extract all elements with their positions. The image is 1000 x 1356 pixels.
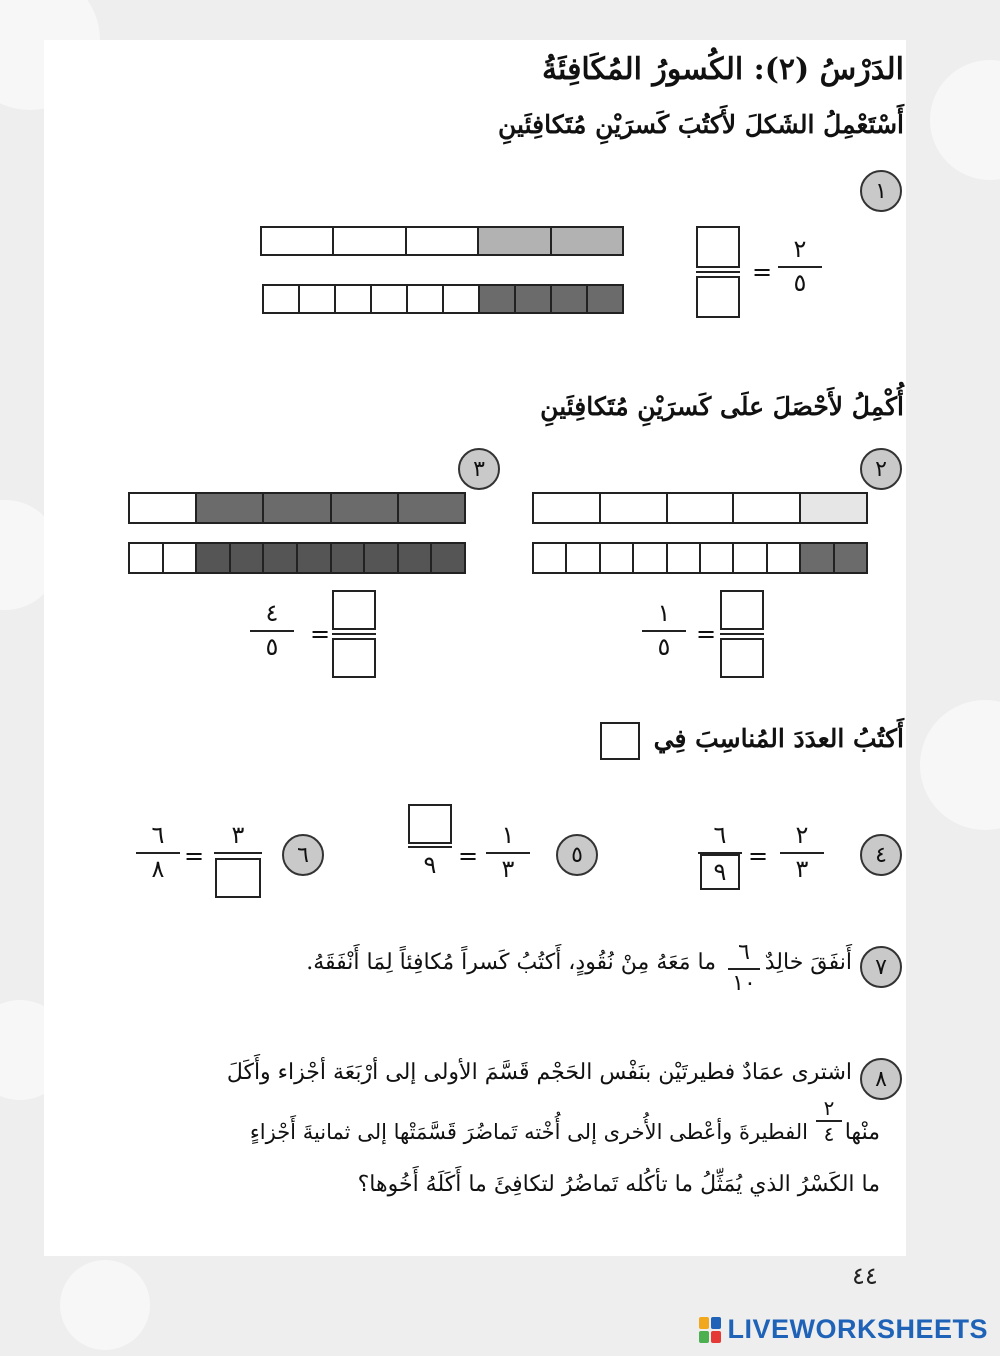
fraction-q7 bbox=[728, 940, 760, 998]
fraction-q3-answer bbox=[332, 590, 376, 678]
fraction-denominator: ٨ bbox=[151, 855, 165, 883]
fraction-numerator: ٦ bbox=[151, 821, 165, 849]
question-badge-3: ٣ bbox=[458, 448, 500, 490]
fraction-denominator: ٥ bbox=[657, 633, 671, 661]
fraction-bar-q2-top bbox=[532, 492, 868, 524]
q8-line-3: ما الكَسْرُ الذي يُمَثِّلُ ما تأكُله تَماضُرُ لتكافِئَ ما أَكَلَهُ أَخُوها؟ bbox=[357, 1172, 880, 1197]
section3-heading: أَكتُبُ العدَدَ المُناسِبَ فِي bbox=[653, 724, 904, 753]
fraction-q5-answer bbox=[408, 804, 452, 882]
section2-heading: أُكْمِلُ لأَحْصَلَ علَى كَسرَيْنِ مُتَكافِئَينِ bbox=[540, 392, 904, 421]
answer-box-numerator[interactable] bbox=[408, 804, 452, 844]
equals-sign: = bbox=[184, 842, 205, 870]
page-number: ٤٤ bbox=[852, 1262, 878, 1290]
question-badge-4: ٤ bbox=[860, 834, 902, 876]
question-badge-2: ٢ bbox=[860, 448, 902, 490]
answer-box-denominator[interactable] bbox=[720, 638, 764, 678]
equals-sign: = bbox=[696, 620, 717, 648]
fraction-q4-given bbox=[780, 820, 824, 886]
fraction-q6-answer bbox=[136, 820, 180, 886]
question-badge-7: ٧ bbox=[860, 946, 902, 988]
fraction-denominator: ١٠ bbox=[732, 971, 756, 996]
equals-sign: = bbox=[748, 842, 769, 870]
answer-box-denominator[interactable] bbox=[332, 638, 376, 678]
liveworksheets-icon bbox=[699, 1317, 721, 1343]
fraction-numerator: ٢ bbox=[823, 1096, 835, 1120]
q8-line-1: اشترى عمَادٌ فطيرتَيْن بنَفْس الحَجْم قَسَّمَ الأولى إلى أرْبَعَة أجْزاء وأَكَلَ bbox=[226, 1060, 852, 1085]
lesson-title: الدَرْسُ (٢): الكُسورُ المُكَافِئَةُ bbox=[541, 52, 904, 87]
fraction-numerator: ٦ bbox=[713, 821, 727, 849]
question-badge-8: ٨ bbox=[860, 1058, 902, 1100]
bg-bubble bbox=[60, 1260, 150, 1350]
answer-box-denominator[interactable] bbox=[215, 858, 261, 898]
q7-text-start: أَنفَقَ خالِدٌ bbox=[764, 950, 852, 975]
fraction-denominator: ٥ bbox=[265, 633, 279, 661]
fraction-q2-given bbox=[642, 598, 686, 664]
answer-box-numerator[interactable] bbox=[332, 590, 376, 630]
brand-name: LIVEWORKSHEETS bbox=[727, 1314, 988, 1344]
fraction-q2-answer bbox=[720, 590, 764, 678]
fraction-denominator: ٩ bbox=[423, 851, 437, 879]
question-badge-1: ١ bbox=[860, 170, 902, 212]
fraction-bar-q2-bottom bbox=[532, 542, 868, 574]
fraction-denominator: ٣ bbox=[795, 855, 809, 883]
fraction-bar-q1-bottom bbox=[262, 284, 624, 314]
question-badge-5: ٥ bbox=[556, 834, 598, 876]
bg-bubble bbox=[930, 60, 1000, 180]
fraction-numerator: ٦ bbox=[738, 940, 750, 965]
answer-box-denominator[interactable] bbox=[696, 276, 740, 318]
fraction-q8 bbox=[816, 1096, 842, 1146]
fraction-denominator: ٣ bbox=[501, 855, 515, 883]
liveworksheets-logo[interactable] bbox=[699, 1314, 988, 1345]
fraction-q1-given bbox=[778, 234, 822, 300]
fraction-q1-answer bbox=[696, 226, 740, 318]
answer-box-numerator[interactable] bbox=[696, 226, 740, 268]
answer-box-numerator[interactable] bbox=[720, 590, 764, 630]
section1-heading: أَسْتَعْمِلُ الشَكلَ لأَكتُبَ كَسرَيْنِ مُتَكافِئَينِ bbox=[498, 110, 904, 139]
fraction-q6-given bbox=[214, 820, 262, 898]
fraction-bar-q3-bottom bbox=[128, 542, 466, 574]
q7-text-end: ما مَعَهُ مِنْ نُقُودٍ، أَكتُبُ كَسراً مُكافِئاً لِمَا أَنْفَقَهُ. bbox=[306, 950, 716, 975]
fraction-numerator: ٢ bbox=[793, 235, 807, 263]
filled-answer: ٩ bbox=[713, 858, 727, 886]
q8-line-2-start: منْها bbox=[844, 1120, 880, 1145]
fraction-bar-q1-top bbox=[260, 226, 624, 256]
fraction-numerator: ٣ bbox=[231, 821, 245, 849]
fraction-numerator: ١ bbox=[501, 821, 515, 849]
fraction-denominator: ٥ bbox=[793, 269, 807, 297]
fraction-q3-given bbox=[250, 598, 294, 664]
fraction-q5-given bbox=[486, 820, 530, 886]
q8-line-2-end: الفطيرةَ وأعْطى الأُخرى إلى أُخْته تَماضُرَ قَسَّمَتْها إلى ثمانيةَ أَجْزاءٍ bbox=[249, 1120, 808, 1144]
fraction-q4-answer bbox=[698, 820, 742, 890]
fraction-numerator: ١ bbox=[657, 599, 671, 627]
equals-sign: = bbox=[458, 842, 479, 870]
fraction-numerator: ٢ bbox=[795, 821, 809, 849]
question-badge-6: ٦ bbox=[282, 834, 324, 876]
example-answer-box bbox=[600, 722, 640, 760]
fraction-bar-q3-top bbox=[128, 492, 466, 524]
fraction-numerator: ٤ bbox=[265, 599, 279, 627]
fraction-denominator: ٤ bbox=[823, 1122, 835, 1146]
bg-bubble bbox=[920, 700, 1000, 830]
equals-sign: = bbox=[310, 620, 331, 648]
equals-sign: = bbox=[752, 258, 773, 286]
answer-box-denominator[interactable] bbox=[700, 854, 740, 890]
